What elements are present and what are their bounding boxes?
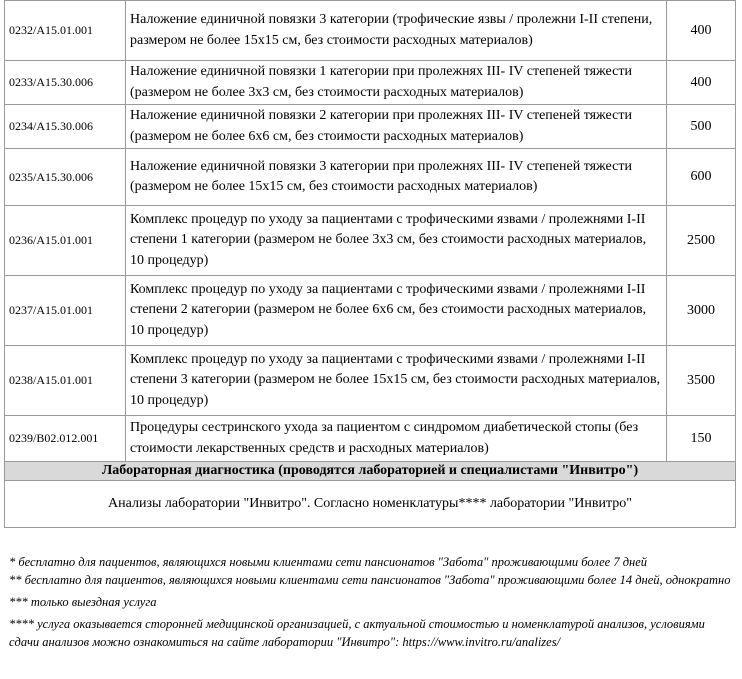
- service-price: 600: [667, 149, 736, 206]
- service-code: 0236/A15.01.001: [5, 206, 126, 276]
- service-price: 400: [667, 61, 736, 105]
- service-price: 3500: [667, 346, 736, 416]
- footnote-2: ** бесплатно для пациентов, являющихся новыми клиентами сети пансионатов "Забота" проживающими более 14 дней, однократно: [9, 573, 731, 587]
- service-price: 3000: [667, 276, 736, 346]
- service-code: 0234/A15.30.006: [5, 105, 126, 149]
- service-price: 150: [667, 416, 736, 462]
- footnote-4: **** услуга оказывается сторонней медицинской организацией, с актуальной стоимостью и номенклатурой анализов, условиями сдачи анализов можно ознакомиться на сайте лаборатории "Инвитро": https://www.invitro.ru/analizes/: [9, 617, 705, 649]
- section-header-row: [5, 462, 736, 481]
- section-title: Лабораторная диагностика (проводятся лабораторией и специалистами "Инвитро"): [5, 462, 736, 481]
- service-code: 0238/A15.01.001: [5, 346, 126, 416]
- footnote-1: * бесплатно для пациентов, являющихся новыми клиентами сети пансионатов "Забота" проживающими более 7 дней: [9, 555, 648, 569]
- service-description: Наложение единичной повязки 3 категории (трофические язвы / пролежни I-II степени, размером не более 15х15 см, без стоимости расходных материалов): [126, 1, 667, 61]
- service-price: 400: [667, 1, 736, 61]
- service-code: 0235/A15.30.006: [5, 149, 126, 206]
- service-description: Комплекс процедур по уходу за пациентами с трофическими язвами / пролежнями I-II степени 3 категории (размером не более 15х15 см, без стоимости расходных материалов, 10 процедур): [126, 346, 667, 416]
- price-table: [4, 0, 736, 528]
- service-description: Комплекс процедур по уходу за пациентами с трофическими язвами / пролежнями I-II степени 1 категории (размером не более 3х3 см, без стоимости расходных материалов, 10 процедур): [126, 206, 667, 276]
- table-row: [5, 61, 736, 105]
- service-description: Комплекс процедур по уходу за пациентами с трофическими язвами / пролежнями I-II степени 2 категории (размером не более 6х6 см, без стоимости расходных материалов, 10 процедур): [126, 276, 667, 346]
- service-code: 0239/B02.012.001: [5, 416, 126, 462]
- service-description: Процедуры сестринского ухода за пациентом с синдромом диабетической стопы (без стоимости лекарственных средств и расходных материалов): [126, 416, 667, 462]
- table-row: [5, 149, 736, 206]
- service-description: Наложение единичной повязки 2 категории при пролежнях III- IV степеней тяжести (размером не более 6х6 см, без стоимости расходных материалов): [126, 105, 667, 149]
- service-price: 500: [667, 105, 736, 149]
- service-code: 0233/A15.30.006: [5, 61, 126, 105]
- table-row: [5, 416, 736, 462]
- table-row: [5, 346, 736, 416]
- table-row: [5, 105, 736, 149]
- table-row: [5, 481, 736, 528]
- service-code: 0232/A15.01.001: [5, 1, 126, 61]
- table-row: [5, 1, 736, 61]
- footnotes: [9, 553, 734, 651]
- service-code: 0237/A15.01.001: [5, 276, 126, 346]
- table-row: [5, 276, 736, 346]
- lab-description: Анализы лаборатории "Инвитро". Согласно номенклатуры**** лаборатории "Инвитро": [5, 481, 736, 528]
- service-description: Наложение единичной повязки 3 категории при пролежнях III- IV степеней тяжести (размером не более 15х15 см, без стоимости расходных материалов): [126, 149, 667, 206]
- service-price: 2500: [667, 206, 736, 276]
- service-description: Наложение единичной повязки 1 категории при пролежнях III- IV степеней тяжести (размером не более 3х3 см, без стоимости расходных материалов): [126, 61, 667, 105]
- footnote-3: *** только выездная услуга: [9, 595, 157, 609]
- table-row: [5, 206, 736, 276]
